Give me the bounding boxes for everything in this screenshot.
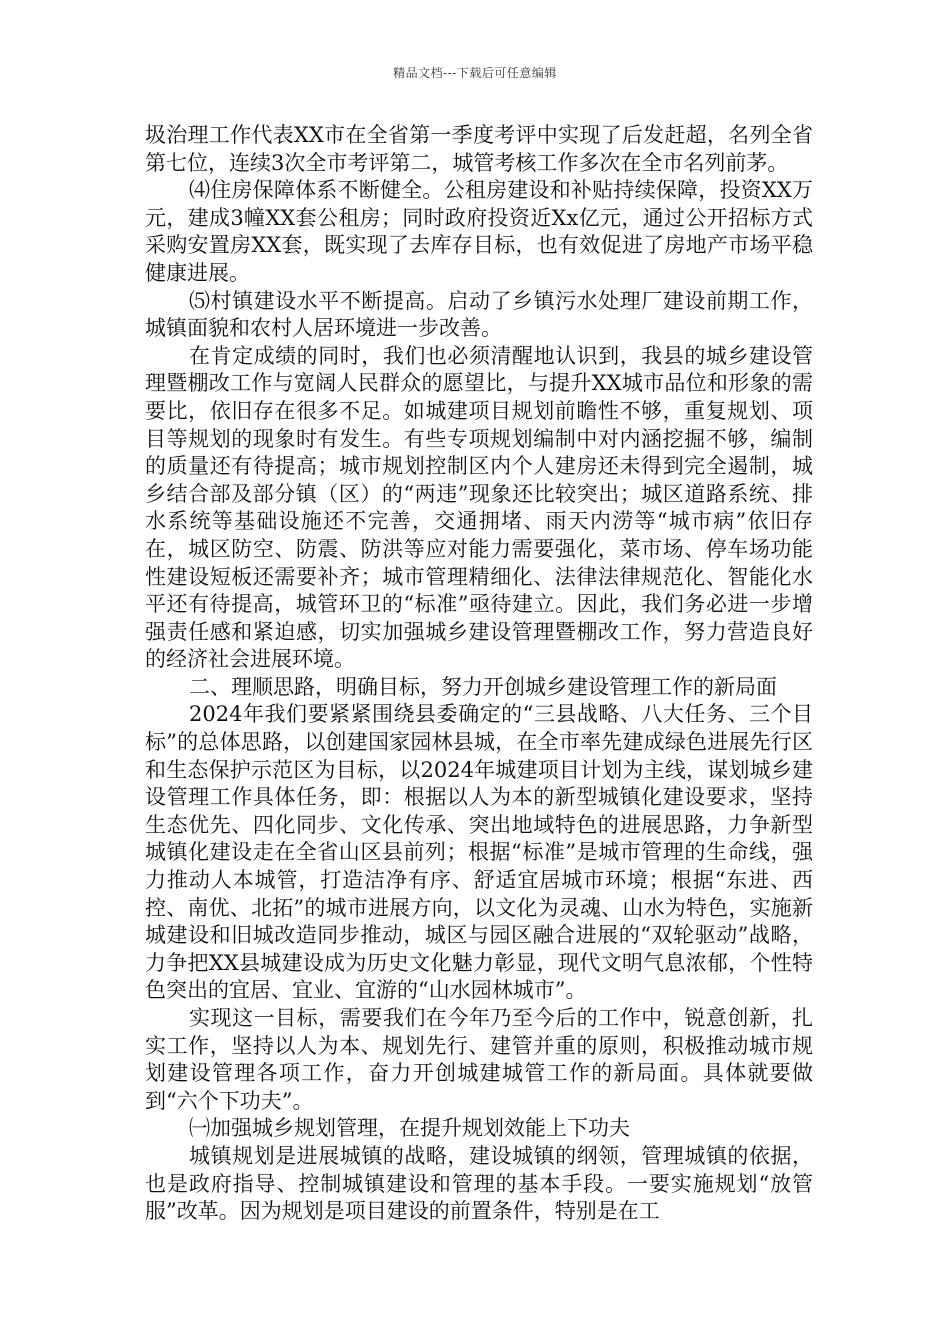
paragraph-1: 圾治理工作代表XX市在全省第一季度考评中实现了后发赶超，名列全省第七位，连续3次全市考评第二，城管考核工作多次在全市名列前茅。 [145, 123, 813, 175]
paragraph-2024-plan: 2024年我们要紧紧围绕县委确定的“三县战略、八大任务、三个目标”的总体思路，以创建国家园林县城，在全市率先建成绿色进展先行区和生态保护示范区为目标，以2024年城建项目计划为主线，谋划城乡建设管理工作具体任务，即：根据以人为本的新型城镇化建设要求，坚持生态优先、四化同步、文化传承、突出地域特色的进展思路，力争新型城镇化建设走在全省山区县前列；根据“标准”是城市管理的生命线，强力推动人本城管，打造洁净有序、舒适宜居城市环境；根据“东进、西控、南优、北拓”的城市进展方向，以文化为灵魂、山水为特色，实施新城建设和旧城改造同步推动，城区与园区融合进展的“双轮驱动”战略，力争把XX县城建设成为历史文化魅力彰显，现代文明气息浓郁，个性特色突出的宜居、宜业、宜游的“山水园林城市”。 [145, 702, 813, 1003]
paragraph-housing: ⑷住房保障体系不断健全。公租房建设和补贴持续保障，投资XX万元，建成3幢XX套公租房；同时政府投资近Xx亿元，通过公开招标方式采购安置房XX套，既实现了去库存目标，也有效促进了房地产市场平稳健康进展。 [145, 178, 813, 285]
paragraph-planning: 城镇规划是进展城镇的战略，建设城镇的纲领，管理城镇的依据，也是政府指导、控制城镇建设和管理的基本手段。一要实施规划“放管服”改革。因为规划是项目建设的前置条件，特别是在工 [145, 1143, 813, 1224]
subsection-heading-1: ㈠加强城乡规划管理，在提升规划效能上下功夫 [189, 1116, 630, 1141]
page-header: 精品文档---下载后可任意编辑 [393, 66, 557, 80]
document-body [145, 122, 813, 1226]
paragraph-villages: ⑸村镇建设水平不断提高。启动了乡镇污水处理厂建设前期工作，城镇面貌和农村人居环境进一步改善。 [145, 288, 813, 341]
paragraph-goal: 实现这一目标，需要我们在今年乃至今后的工作中，锐意创新，扎实工作，坚持以人为本、规划先行、建管并重的原则，积极推动城市规划建设管理各项工作，奋力开创城建城管工作的新局面。具体就要做到“六个下功夫”。 [145, 1006, 813, 1113]
paragraph-shortcomings: 在肯定成绩的同时，我们也必须清醒地认识到，我县的城乡建设管理暨棚改工作与宽阔人民群众的愿望比，与提升XX城市品位和形象的需要比，依旧存在很多不足。如城建项目规划前瞻性不够，重复规划、项目等规划的现象时有发生。有些专项规划编制中对内涵挖掘不够，编制的质量还有待提高；城市规划控制区内个人建房还未得到完全遏制，城乡结合部及部分镇（区）的“两违”现象还比较突出；城区道路系统、排水系统等基础设施还不完善，交通拥堵、雨天内涝等“城市病”依旧存在，城区防空、防震、防洪等应对能力需要强化，菜市场、停车场功能性建设短板还需要补齐；城市管理精细化、法律法律规范化、智能化水平还有待提高，城管环卫的“标准”亟待建立。因此，我们务必进一步增强责任感和紧迫感，切实加强城乡建设管理暨棚改工作，努力营造良好的经济社会进展环境。 [145, 343, 813, 672]
section-heading-2: 二、理顺思路，明确目标，努力开创城乡建设管理工作的新局面 [189, 674, 777, 699]
